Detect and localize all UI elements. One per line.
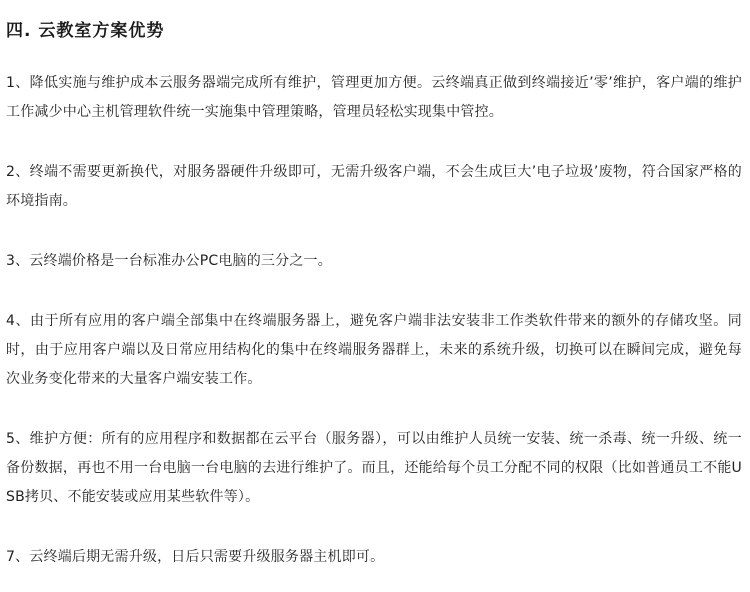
- paragraph-5: 5、维护方便：所有的应用程序和数据都在云平台（服务器），可以由维护人员统一安装、统一杀毒、统一升级、统一备份数据，再也不用一台电脑一台电脑的去进行维护了。而且，还能给每个员工分配不同的权限（比如普通员工不能USB拷贝、不能安装或应用某些软件等）。: [6, 431, 742, 505]
- paragraph-1: 1、降低实施与维护成本云服务器端完成所有维护，管理更加方便。云终端真正做到终端接近’零’维护，客户端的维护工作减少中心主机管理软件统一实施集中管理策略，管理员轻松实现集中管控。: [6, 75, 742, 120]
- section-title: 四. 云教室方案优势: [6, 21, 165, 41]
- paragraph-4: 4、由于所有应用的客户端全部集中在终端服务器上，避免客户端非法安装非工作类软件带来的额外的存储攻坚。同时，由于应用客户端以及日常应用结构化的集中在终端服务器群上，未来的系统升级，切换可以在瞬间完成，避免每次业务变化带来的大量客户端安装工作。: [6, 313, 742, 387]
- paragraph-3: 3、云终端价格是一台标准办公PC电脑的三分之一。: [6, 253, 332, 269]
- paragraph-7: 7、云终端后期无需升级，日后只需要升级服务器主机即可。: [6, 549, 385, 565]
- document-body: [6, 0, 742, 572]
- paragraph-2: 2、终端不需要更新换代，对服务器硬件升级即可，无需升级客户端，不会生成巨大’电子垃圾’废物，符合国家严格的环境指南。: [6, 164, 742, 209]
